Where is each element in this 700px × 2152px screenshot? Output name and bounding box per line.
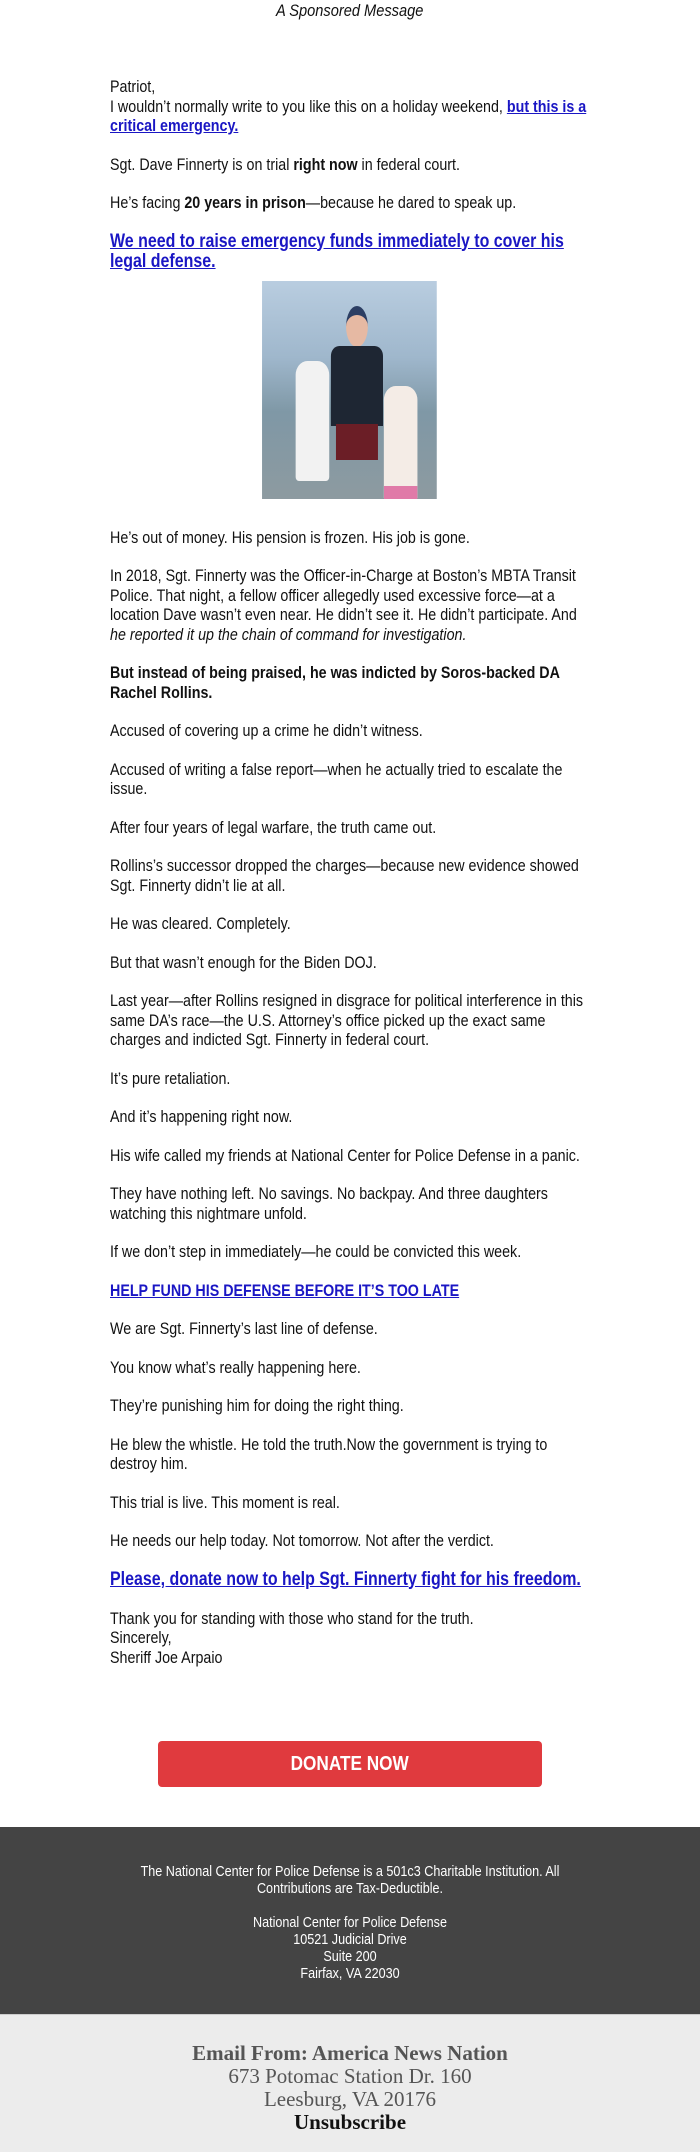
sender-street: 673 Potomac Station Dr. 160 [228,2064,472,2088]
sender-city: Leesburg, VA 20176 [263,2087,437,2111]
paragraph: Accused of covering up a crime he didn’t witness. [110,721,423,740]
paragraph: He’s out of money. His pension is frozen. His job is gone. [110,527,470,547]
paragraph [110,193,589,213]
intro-text: I wouldn’t normally write to you like this on a holiday weekend, [110,96,507,116]
paragraph: He was cleared. Completely. [110,914,291,933]
paragraph: He blew the whistle. He told the truth.Now the government is trying to destroy him. [110,1434,548,1473]
italic-text: he reported it up the chain of command for investigation. [110,624,467,644]
paragraph: They have nothing left. No savings. No backpay. And three daughters watching this nightmare unfold. [110,1184,548,1223]
donate-now-button[interactable] [158,1741,542,1787]
paragraph [110,232,589,272]
closing [110,1609,589,1668]
paragraph: It’s pure retaliation. [110,1068,231,1088]
text: In 2018, Sgt. Finnerty was the Officer-in-Charge at Boston’s MBTA Transit Police. That night, a fellow officer allegedly used excessive force—at a location Dave wasn’t even near. He didn’t see it. He didn’t participate. And [110,566,577,624]
paragraph: But that wasn’t enough for the Biden DOJ. [110,952,377,972]
org-suite: Suite 200 [323,1948,377,1965]
paragraph: And it’s happening right now. [110,1107,293,1126]
text: He’s facing [110,193,185,212]
org-street: 10521 Judicial Drive [293,1931,407,1948]
sponsored-header [0,0,700,22]
paragraph [110,663,589,702]
paragraph: You know what’s really happening here. [110,1357,361,1377]
text: in federal court. [357,154,460,174]
family-photo [262,281,437,499]
paragraph: They’re punishing him for doing the right thing. [110,1396,404,1415]
closing-salutation: Sincerely, [110,1628,172,1647]
closing-text: Thank you for standing with those who stand for the truth. [110,1608,474,1628]
paragraph: After four years of legal warfare, the truth came out. [110,817,437,837]
signature: Sheriff Joe Arpaio [110,1647,223,1667]
photo-figure [331,306,381,496]
photo-figure [296,361,330,481]
greeting: Patriot, [110,77,156,96]
paragraph [110,1281,589,1301]
donate-label: DONATE NOW [290,1753,410,1775]
photo-figure [384,386,418,499]
paragraph [110,155,589,175]
paragraph: Rollins’s successor dropped the charges—because new evidence showed Sgt. Finnerty didn’t lie at all. [110,856,579,895]
organization-footer [0,1827,700,2014]
paragraph: This trial is live. This moment is real. [110,1492,340,1512]
org-city: Fairfax, VA 22030 [300,1965,400,1982]
paragraph: His wife called my friends at National Center for Police Defense in a panic. [110,1145,580,1165]
text: Sgt. Dave Finnerty is on trial [110,154,294,174]
emergency-funds-link[interactable]: We need to raise emergency funds immediately to cover his legal defense. [110,230,564,272]
paragraph [110,566,589,644]
paragraph: He needs our help today. Not tomorrow. Not after the verdict. [110,1531,494,1550]
paragraph: If we don’t step in immediately—he could be convicted this week. [110,1242,522,1261]
sender-footer [0,2014,700,2152]
bold-text: But instead of being praised, he was indicted by Soros-backed DA Rachel Rollins. [110,663,560,702]
critical-emergency-link[interactable]: but this is a critical emergency. [110,96,587,135]
donate-now-link[interactable]: Please, donate now to help Sgt. Finnerty fight for his freedom. [110,1568,581,1590]
letter-body [110,77,589,1686]
paragraph: Accused of writing a false report—when he actually tried to escalate the issue. [110,759,563,798]
paragraph: We are Sgt. Finnerty’s last line of defense. [110,1319,378,1338]
tax-disclaimer: The National Center for Police Defense is a 501c3 Charitable Institution. All Contributions are Tax-Deductible. [140,1863,560,1897]
sponsored-text: A Sponsored Message [276,1,424,20]
intro-paragraph [110,77,589,136]
paragraph [110,1570,589,1590]
bold-text: 20 years in prison [184,193,306,212]
photo-row [110,291,589,509]
unsubscribe-link[interactable]: Unsubscribe [293,2110,407,2134]
sender-name: Email From: America News Nation [192,2041,508,2065]
help-fund-link[interactable]: HELP FUND HIS DEFENSE BEFORE IT’S TOO LATE [110,1280,460,1300]
org-name: National Center for Police Defense [252,1914,448,1931]
paragraph: Last year—after Rollins resigned in disgrace for political interference in this same DA’s race—the U.S. Attorney’s office picked up the exact same charges and indicted Sgt. Finnerty in federal court. [110,991,584,1049]
bold-text: right now [293,154,358,174]
text: —because he dared to speak up. [305,193,517,212]
